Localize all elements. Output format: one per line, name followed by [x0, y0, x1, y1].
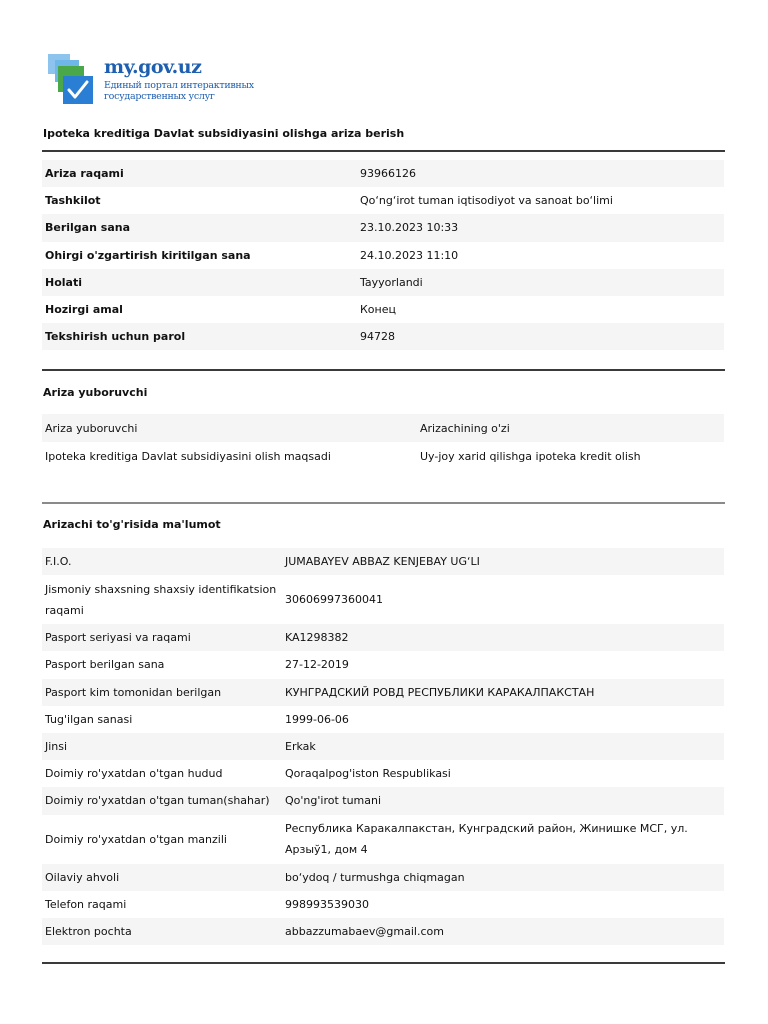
- row-label: Doimiy ro'yxatdan o'tgan tuman(shahar): [42, 787, 282, 814]
- row-value: КУНГРАДСКИЙ РОВД РЕСПУБЛИКИ КАРАКАЛПАКСТАН: [282, 679, 724, 706]
- table-row: [42, 815, 724, 864]
- row-label: F.I.O.: [42, 548, 282, 575]
- sender-section-title: Ariza yuboruvchi: [43, 386, 148, 399]
- applicant-table: [42, 548, 724, 945]
- row-value: Qo‘ng‘irot tuman iqtisodiyot va sanoat bo‘limi: [360, 194, 613, 208]
- row-value: Республика Каракалпакстан, Кунградский район, Жинишке МСГ, ул. Арзыў1, дом 4: [285, 822, 688, 856]
- row-value: Конец: [360, 303, 396, 317]
- table-row: [42, 296, 724, 323]
- table-row: [42, 787, 724, 814]
- section-divider: [42, 369, 725, 371]
- row-value: 1999-06-06: [285, 712, 349, 726]
- row-value: Tayyorlandi: [357, 269, 724, 296]
- application-details-table: [42, 160, 724, 350]
- portal-subtitle: Единый портал интерактивных государственных услуг: [104, 80, 254, 102]
- row-label: Pasport kim tomonidan berilgan: [42, 679, 282, 706]
- row-value: 30606997360041: [285, 593, 383, 607]
- row-label: Elektron pochta: [42, 918, 282, 945]
- table-row: [42, 442, 724, 470]
- row-value: 24.10.2023 11:10: [360, 248, 459, 262]
- table-row: [42, 760, 724, 787]
- row-label: Ariza yuboruvchi: [42, 414, 417, 442]
- table-row: [42, 575, 724, 624]
- row-label: Pasport berilgan sana: [45, 658, 165, 672]
- table-row: [42, 706, 724, 733]
- table-row: [42, 548, 724, 575]
- row-label: Tug'ilgan sanasi: [45, 712, 133, 726]
- row-value: 94728: [357, 323, 724, 350]
- sender-table: [42, 414, 724, 470]
- table-row: [42, 242, 724, 269]
- row-label: Telefon raqami: [45, 897, 127, 911]
- checkmark-logo-icon: [46, 54, 96, 106]
- row-label: Ipoteka kreditiga Davlat subsidiyasini olish maqsadi: [45, 449, 331, 463]
- row-value: abbazzumabaev@gmail.com: [282, 918, 724, 945]
- row-label: Doimiy ro'yxatdan o'tgan hudud: [45, 767, 223, 781]
- row-value: 93966126: [357, 160, 724, 187]
- table-row: [42, 624, 724, 651]
- row-value: bo‘ydoq / turmushga chiqmagan: [282, 864, 724, 891]
- table-row: [42, 214, 724, 241]
- section-divider: [42, 962, 725, 964]
- row-label: Oilaviy ahvoli: [42, 864, 282, 891]
- row-value: Arizachining o'zi: [417, 414, 724, 442]
- table-row: [42, 269, 724, 296]
- portal-logo: [46, 54, 286, 110]
- row-label: Pasport seriyasi va raqami: [42, 624, 282, 651]
- table-row: [42, 891, 724, 918]
- table-row: [42, 414, 724, 442]
- portal-name: my.gov.uz: [104, 56, 202, 78]
- row-label: Jinsi: [42, 733, 282, 760]
- row-label: Ariza raqami: [42, 160, 357, 187]
- row-label: Tashkilot: [45, 194, 101, 208]
- row-label: Jismoniy shaxsning shaxsiy identifikatsion raqami: [45, 582, 277, 617]
- row-value: 27-12-2019: [285, 658, 349, 672]
- row-value: 23.10.2023 10:33: [357, 214, 724, 241]
- row-value: Qoraqalpog'iston Respublikasi: [285, 767, 451, 781]
- table-row: [42, 733, 724, 760]
- title-divider: [42, 150, 725, 152]
- row-label: Holati: [42, 269, 357, 296]
- table-row: [42, 918, 724, 945]
- table-row: [42, 160, 724, 187]
- row-label: Ohirgi o'zgartirish kiritilgan sana: [45, 248, 251, 262]
- row-label: Hozirgi amal: [45, 303, 123, 317]
- row-value: Uy-joy xarid qilishga ipoteka kredit olish: [420, 449, 641, 463]
- table-row: [42, 679, 724, 706]
- table-row: [42, 187, 724, 214]
- document-title: Ipoteka kreditiga Davlat subsidiyasini olishga ariza berish: [43, 127, 405, 140]
- row-label: Doimiy ro'yxatdan o'tgan manzili: [45, 832, 227, 846]
- row-value: Qo'ng'irot tumani: [282, 787, 724, 814]
- row-label: Berilgan sana: [42, 214, 357, 241]
- row-value: KA1298382: [282, 624, 724, 651]
- table-row: [42, 323, 724, 350]
- row-value: JUMABAYEV ABBAZ KENJEBAY UG‘LI: [282, 548, 724, 575]
- row-value: 998993539030: [285, 897, 369, 911]
- row-label: Tekshirish uchun parol: [42, 323, 357, 350]
- applicant-section-title: Arizachi to'g'risida ma'lumot: [43, 518, 221, 531]
- table-row: [42, 651, 724, 678]
- section-divider: [42, 502, 725, 504]
- row-value: Erkak: [282, 733, 724, 760]
- table-row: [42, 864, 724, 891]
